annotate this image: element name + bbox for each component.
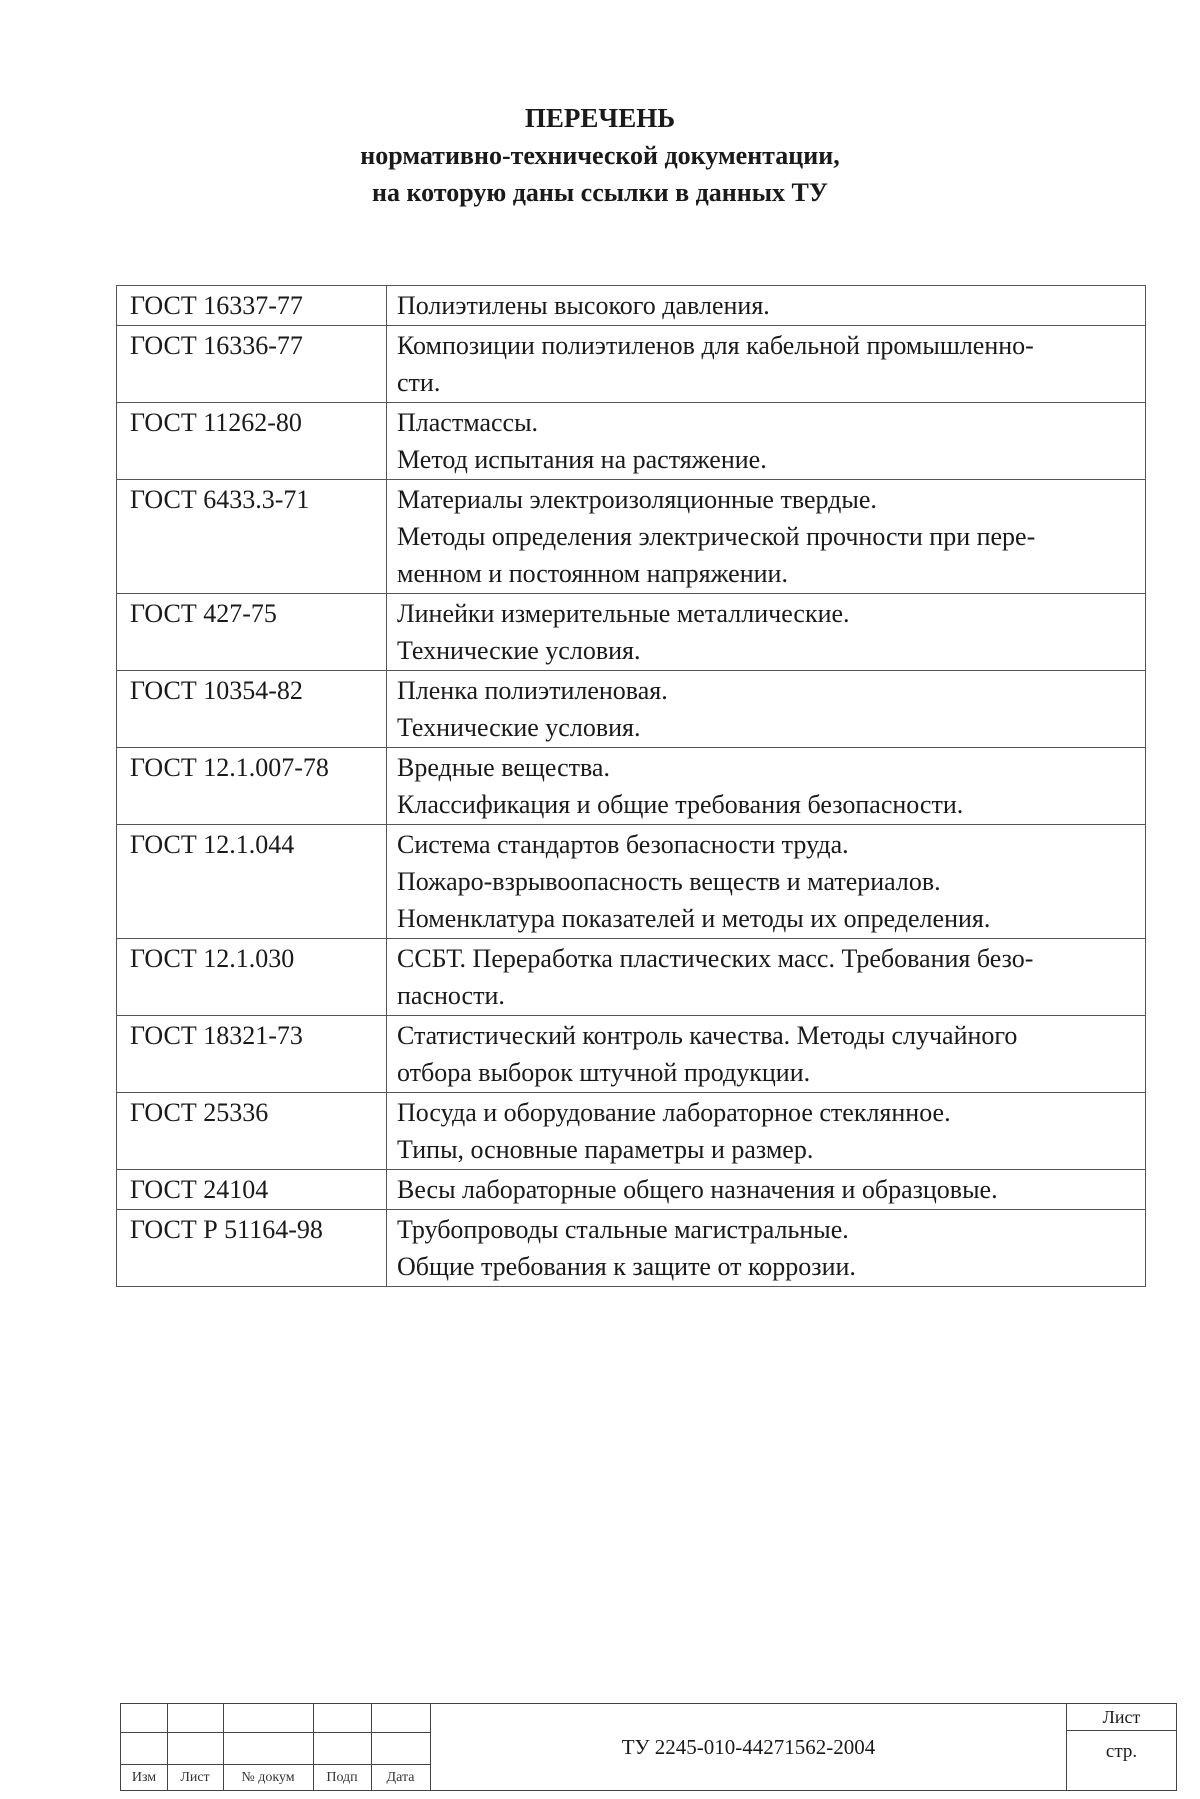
label-sheet: Лист (180, 1770, 210, 1785)
standard-description (387, 1093, 1146, 1170)
standard-description (387, 748, 1146, 825)
reference-row (117, 1210, 1146, 1287)
description-line: Полиэтилены высокого давления. (397, 291, 770, 320)
document-code: ТУ 2245-010-44271562-2004 (431, 1704, 1067, 1790)
standard-description (387, 286, 1146, 326)
standard-description (387, 1170, 1146, 1210)
sheet-cell (1067, 1704, 1176, 1790)
standard-code: ГОСТ 18321-73 (117, 1016, 387, 1093)
revision-grid (121, 1704, 431, 1790)
description-line: Вредные вещества. (397, 753, 610, 782)
description-line: Технические условия. (397, 636, 641, 665)
description-line: Классификация и общие требования безопасности. (397, 790, 964, 819)
standard-code: ГОСТ 6433.3-71 (117, 480, 387, 594)
standard-code: ГОСТ Р 51164-98 (117, 1210, 387, 1287)
description-line: Пленка полиэтиленовая. (397, 676, 668, 705)
reference-row (117, 748, 1146, 825)
description-line: Трубопроводы стальные магистральные. (397, 1215, 849, 1244)
page-heading (0, 100, 1200, 211)
description-line: Статистический контроль качества. Методы случайного (397, 1021, 1018, 1050)
standard-code: ГОСТ 12.1.030 (117, 939, 387, 1016)
label-revision: Изм (131, 1770, 157, 1785)
standard-description (387, 825, 1146, 939)
reference-row (117, 480, 1146, 594)
description-line: Посуда и оборудование лабораторное стеклянное. (397, 1098, 951, 1127)
standard-code: ГОСТ 25336 (117, 1093, 387, 1170)
standard-description (387, 1016, 1146, 1093)
standard-description (387, 326, 1146, 403)
description-line: Общие требования к защите от коррозии. (397, 1252, 856, 1281)
description-line: Материалы электроизоляционные твердые. (397, 485, 877, 514)
label-date: Дата (386, 1770, 415, 1785)
description-line: Методы определения электрической прочности при пере- (397, 522, 1036, 551)
page-title: ПЕРЕЧЕНЬ (524, 103, 676, 133)
description-line: Типы, основные параметры и размер. (397, 1135, 814, 1164)
references-table (116, 285, 1146, 1287)
reference-row (117, 594, 1146, 671)
label-document-number: № докум (241, 1770, 295, 1785)
standard-description (387, 594, 1146, 671)
reference-row (117, 286, 1146, 326)
description-line: Пожаро-взрывоопасность веществ и материалов. (397, 867, 941, 896)
standard-code: ГОСТ 427-75 (117, 594, 387, 671)
page-label: стр. (1105, 1741, 1138, 1762)
description-line: Система стандартов безопасности труда. (397, 830, 849, 859)
reference-row (117, 825, 1146, 939)
description-line: Линейки измерительные металлические. (397, 599, 850, 628)
standard-code: ГОСТ 12.1.007-78 (117, 748, 387, 825)
description-line: Метод испытания на растяжение. (397, 445, 767, 474)
standard-code: ГОСТ 24104 (117, 1170, 387, 1210)
page-subtitle-line-1: нормативно-технической документации, (360, 141, 840, 170)
title-block (120, 1703, 1177, 1791)
standard-description (387, 1210, 1146, 1287)
page-subtitle-line-2: на которую даны ссылки в данных ТУ (372, 178, 828, 207)
description-line: сти. (397, 368, 441, 397)
standard-description (387, 480, 1146, 594)
description-line: пасности. (397, 981, 505, 1010)
standard-code: ГОСТ 12.1.044 (117, 825, 387, 939)
standard-code: ГОСТ 16336-77 (117, 326, 387, 403)
reference-row (117, 1016, 1146, 1093)
description-line: Пластмассы. (397, 408, 539, 437)
reference-row (117, 671, 1146, 748)
description-line: Номенклатура показателей и методы их определения. (397, 904, 991, 933)
standard-code: ГОСТ 16337-77 (117, 286, 387, 326)
standard-code: ГОСТ 10354-82 (117, 671, 387, 748)
description-line: Композиции полиэтиленов для кабельной промышленно- (397, 331, 1034, 360)
sheet-label: Лист (1067, 1704, 1176, 1731)
description-line: ССБТ. Переработка пластических масс. Требования безо- (397, 944, 1034, 973)
description-line: отбора выборок штучной продукции. (397, 1058, 811, 1087)
reference-row (117, 1170, 1146, 1210)
reference-row (117, 403, 1146, 480)
description-line: Весы лабораторные общего назначения и образцовые. (397, 1175, 998, 1204)
reference-row (117, 326, 1146, 403)
reference-row (117, 1093, 1146, 1170)
description-line: Технические условия. (397, 713, 641, 742)
standard-description (387, 939, 1146, 1016)
standard-code: ГОСТ 11262-80 (117, 403, 387, 480)
standard-description (387, 403, 1146, 480)
label-signature: Подп (326, 1770, 358, 1785)
standard-description (387, 671, 1146, 748)
reference-row (117, 939, 1146, 1016)
description-line: менном и постоянном напряжении. (397, 559, 788, 588)
